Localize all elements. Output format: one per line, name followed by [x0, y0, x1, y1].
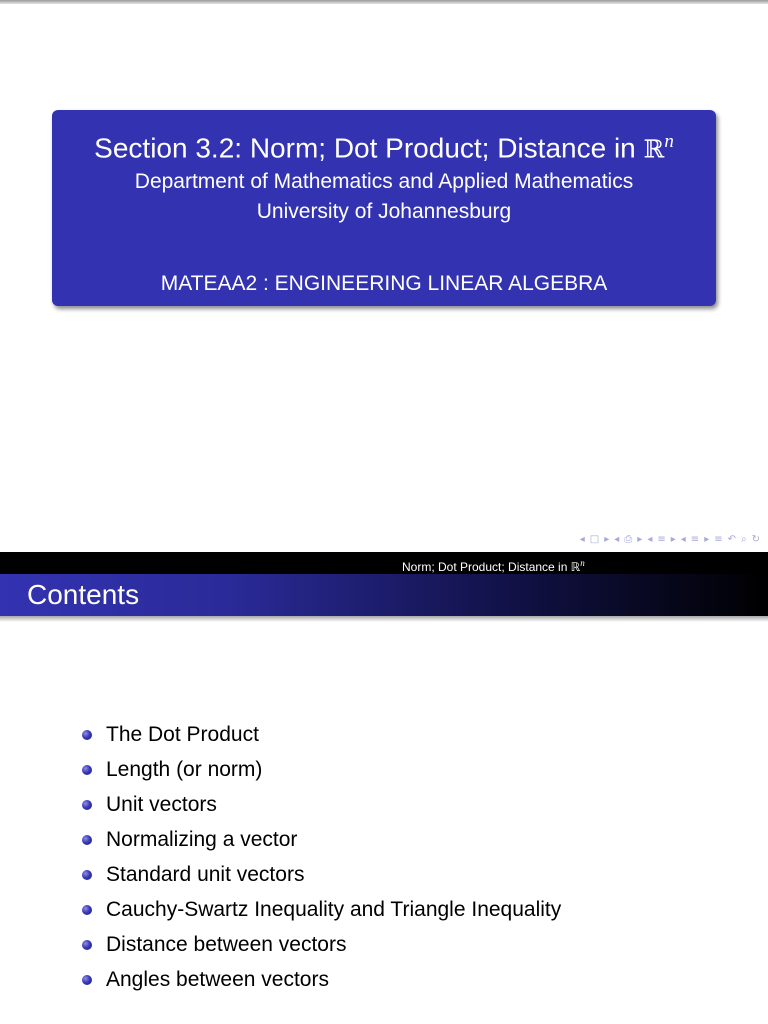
beamer-navigation-bar	[580, 534, 760, 545]
bullet-icon	[82, 975, 92, 985]
list-item	[82, 928, 561, 963]
nav-subsection-icon[interactable]: ≡	[657, 534, 666, 545]
list-item-text: The Dot Product	[106, 723, 259, 746]
nav-forward-icon[interactable]: ↻	[751, 534, 760, 545]
frame-title-shadow	[0, 616, 768, 622]
list-item	[82, 753, 561, 788]
list-item-text: Length (or norm)	[106, 758, 263, 781]
nav-section-icon[interactable]: ≡	[690, 534, 700, 545]
nav-frame-icon[interactable]: ⎙	[624, 534, 633, 545]
frame-title: Contents	[27, 579, 140, 610]
list-item-text: Distance between vectors	[106, 933, 347, 956]
bullet-icon	[82, 905, 92, 915]
list-item	[82, 858, 561, 893]
bullet-icon	[82, 765, 92, 775]
nav-prev-subsection-icon[interactable]: ◂	[647, 534, 653, 545]
real-numbers-symbol: ℝ	[643, 134, 665, 164]
headline-superscript: n	[580, 558, 585, 568]
bullet-icon	[82, 870, 92, 880]
bullet-icon	[82, 800, 92, 810]
list-item-text: Standard unit vectors	[106, 863, 305, 886]
nav-prev-slide-icon[interactable]: ◂	[579, 534, 585, 545]
bullet-icon	[82, 835, 92, 845]
nav-slide-icon[interactable]: □	[589, 534, 600, 545]
nav-next-section-icon[interactable]: ▸	[704, 534, 710, 545]
course-name: MATEAA2 : ENGINEERING LINEAR ALGEBRA	[160, 272, 608, 295]
title-slide	[0, 4, 768, 552]
list-item-text: Angles between vectors	[106, 968, 329, 991]
contents-list	[82, 718, 561, 998]
list-item-text: Cauchy-Swartz Inequality and Triangle Inequality	[106, 898, 562, 921]
headline-left-section	[0, 552, 386, 574]
list-item	[82, 823, 561, 858]
list-item	[82, 893, 561, 928]
slide-headline	[0, 552, 768, 574]
list-item-text: Normalizing a vector	[106, 828, 298, 851]
headline-right-section	[386, 552, 768, 574]
university-name: University of Johannesburg	[256, 200, 512, 223]
headline-real-numbers-symbol: ℝ	[570, 560, 581, 574]
nav-prev-section-icon[interactable]: ◂	[680, 534, 686, 545]
list-item	[82, 963, 561, 998]
list-item	[82, 718, 561, 753]
slide-title	[52, 126, 716, 165]
bullet-icon	[82, 730, 92, 740]
list-item	[82, 788, 561, 823]
nav-next-slide-icon[interactable]: ▸	[604, 534, 610, 545]
list-item-text: Unit vectors	[106, 793, 217, 816]
nav-next-subsection-icon[interactable]: ▸	[670, 534, 676, 545]
headline-title: Norm; Dot Product; Distance in	[402, 560, 571, 574]
title-block	[52, 110, 716, 306]
bullet-icon	[82, 940, 92, 950]
slide-title-text: Section 3.2: Norm; Dot Product; Distance in	[94, 132, 644, 164]
title-superscript: n	[664, 131, 674, 152]
nav-back-icon[interactable]: ↶	[727, 534, 736, 545]
nav-document-icon[interactable]: ≡	[714, 534, 723, 545]
nav-prev-frame-icon[interactable]: ◂	[614, 534, 620, 545]
frame-title-bar	[0, 574, 768, 616]
nav-search-icon[interactable]: ⌕	[741, 534, 747, 545]
nav-next-frame-icon[interactable]: ▸	[637, 534, 643, 545]
department-name: Department of Mathematics and Applied Mathematics	[134, 170, 634, 193]
